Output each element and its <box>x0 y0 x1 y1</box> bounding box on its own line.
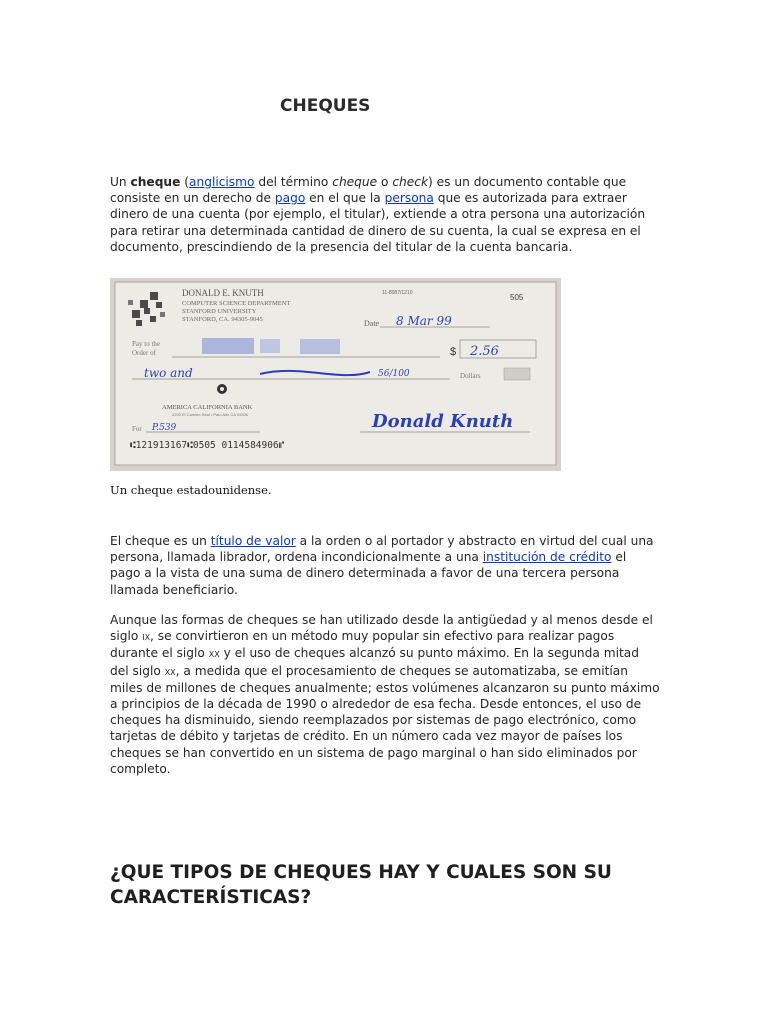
check-routing: 11-8087/1210 <box>382 290 413 296</box>
text: Aunque las formas de cheques se han utilizado desde la antigüedad y al menos desde el siglo <box>110 613 653 644</box>
text: el pago a la vista de una suma de dinero determinada a favor de una tercera persona llamada beneficiario. <box>110 550 627 597</box>
text: ( <box>180 175 190 189</box>
payto-label: Pay to the <box>132 340 160 348</box>
bold-term: cheque <box>130 175 181 189</box>
link-institucion-de-credito[interactable]: institución de crédito <box>482 550 612 565</box>
link-anglicismo[interactable]: anglicismo <box>189 175 255 189</box>
text: o <box>377 175 393 189</box>
for-label: For <box>132 425 142 433</box>
text: a la orden o al portador y abstracto en virtud del cual una persona, llamada librador, ordena incondicionalmente a una <box>110 534 654 565</box>
amount-value: 2.56 <box>470 344 499 359</box>
century-numeral: ix <box>142 630 151 644</box>
check-owner-name: DONALD E. KNUTH <box>182 288 264 298</box>
date-label: Date <box>364 319 380 328</box>
cents-value: 56/100 <box>378 369 410 379</box>
text: , a medida que el procesamiento de cheques se automatizaba, se emitían miles de millones de cheques anualmente; estos volúmenes alcanzaron su punto máximo a principios de la década de 1990 o alrededor de esa fecha. Desde entonces, el uso de cheques ha disminuido, siendo reemplazados por sistemas de pago electrónico, como tarjetas de débito y tarjetas de crédito. En un número cada vez mayor de países los cheques se han convertido en un sistema de pago marginal o han sido eliminados por completo. <box>110 663 660 776</box>
text: El cheque es un <box>110 534 211 548</box>
section-heading: ¿QUE TIPOS DE CHEQUES HAY Y CUALES SON SU CARACTERÍSTICAS? <box>110 862 612 908</box>
order-label: Order of <box>132 349 156 357</box>
text: y el uso de cheques alcanzó su punto máximo. En la segunda mitad del siglo <box>110 646 639 678</box>
link-pago[interactable]: pago <box>274 191 306 206</box>
bank-address: 2200 El Camino Real • Palo Alto CA 94306 <box>172 412 248 417</box>
check-univ: STANFORD UNIVERSITY <box>182 308 257 315</box>
micr-line: ⑆121913167⑆0505 0114584906⑈ <box>130 440 285 451</box>
image-caption: Un cheque estadounidense. <box>110 483 272 497</box>
text: en el que la <box>305 191 385 206</box>
bank-logo-icon <box>217 384 227 394</box>
signature: Donald Knuth <box>372 411 514 432</box>
check-city: STANFORD, CA. 94305-9045 <box>182 316 263 323</box>
text: , se convirtieron en un método muy popular sin efectivo para realizar pagos durante el siglo <box>110 629 615 661</box>
history-paragraph <box>110 612 660 777</box>
memo-value: P.539 <box>152 423 177 433</box>
check-image <box>110 278 561 471</box>
check-dept: COMPUTER SCIENCE DEPARTMENT <box>182 300 291 307</box>
definition-paragraph <box>110 533 660 598</box>
dollars-label: Dollars <box>460 372 481 380</box>
text: Un <box>110 175 131 189</box>
italic-term: check <box>392 175 429 189</box>
bank-name: AMERICA CALIFORNIA BANK <box>162 404 253 411</box>
redacted-payee-block <box>260 339 280 353</box>
link-titulo-de-valor[interactable]: título de valor <box>210 534 296 548</box>
redacted-payee-block <box>202 338 254 354</box>
text: que es autorizada para extraer dinero de una cuenta (por ejemplo, el titular), extiende a otra persona una autorización para retirar una determinada cantidad de dinero de su cuenta, la cual se expresa en el documento, prescindiendo de la presencia del titular de la cuenta bancaria. <box>110 191 646 254</box>
written-amount: two and <box>144 366 193 380</box>
security-icon <box>504 368 530 380</box>
link-persona[interactable]: persona <box>384 191 434 206</box>
italic-term: cheque <box>332 175 378 189</box>
page-title: CHEQUES <box>280 96 371 116</box>
redacted-payee-block <box>300 339 340 354</box>
century-numeral: xx <box>208 647 220 661</box>
text: ) es un documento contable que consiste en un derecho de <box>110 175 627 206</box>
century-numeral: xx <box>164 664 176 678</box>
dollar-sign: $ <box>450 346 457 358</box>
text: del término <box>254 175 333 189</box>
intro-paragraph <box>110 174 660 255</box>
date-value: 8 Mar 99 <box>396 314 452 328</box>
check-number: 505 <box>510 293 524 302</box>
